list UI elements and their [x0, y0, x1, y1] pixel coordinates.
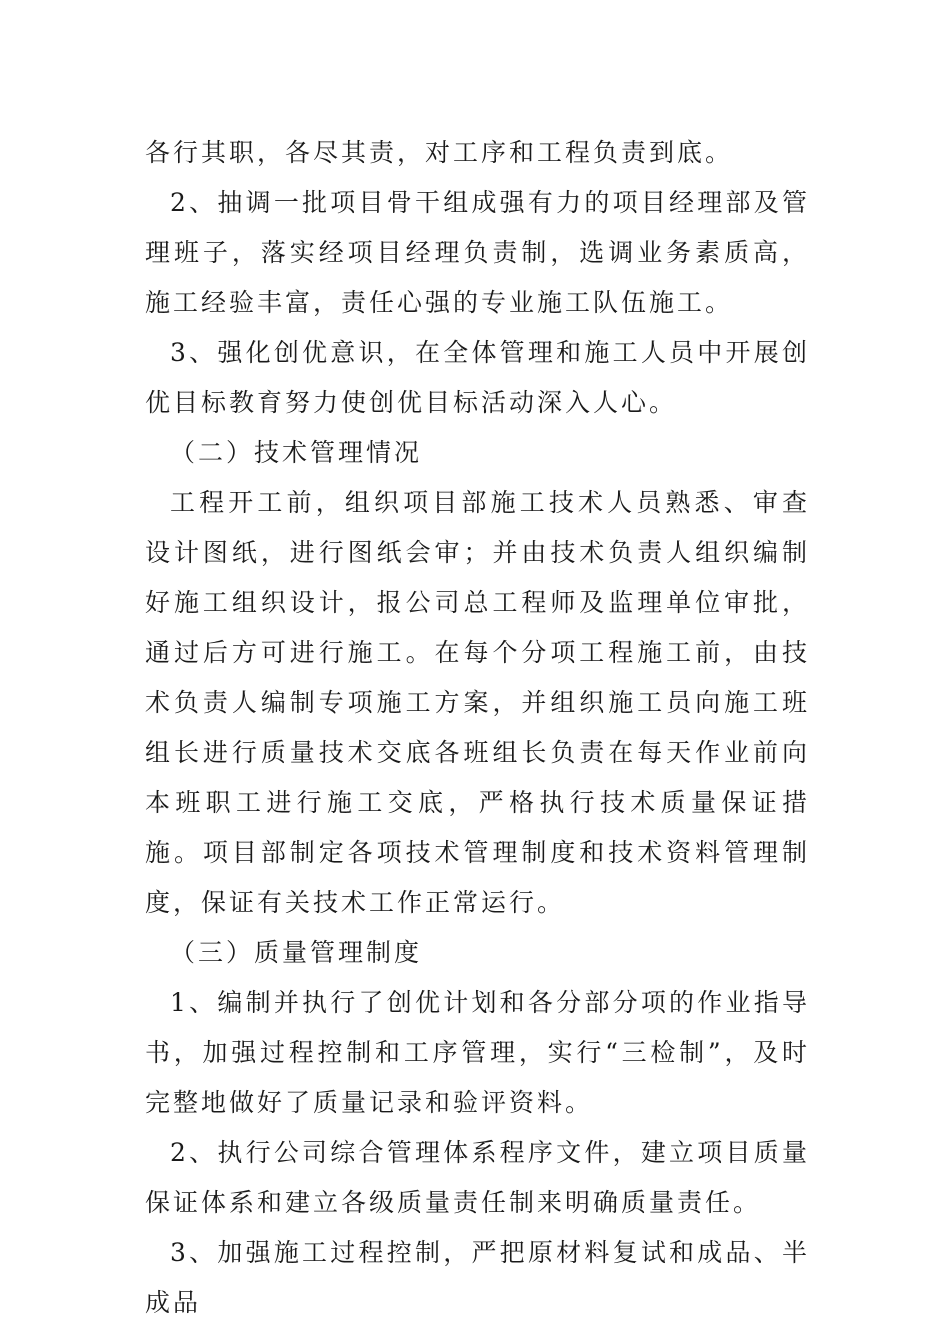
paragraph-continuation: 各行其职，各尽其责，对工序和工程负责到底。	[145, 138, 734, 167]
document-body	[145, 128, 810, 1328]
paragraph-quality-item-1: 1、编制并执行了创优计划和各分部分项的作业指导书，加强过程控制和工序管理，实行“三检制”，及时完整地做好了质量记录和验评资料。	[145, 988, 810, 1117]
paragraph-technical-management: 工程开工前，组织项目部施工技术人员熟悉、审查设计图纸，进行图纸会审；并由技术负责人组织编制好施工组织设计，报公司总工程师及监理单位审批，通过后方可进行施工。在每个分项工程施工前，由技术负责人编制专项施工方案，并组织施工员向施工班组长进行质量技术交底各班组长负责在每天作业前向本班职工进行施工交底，严格执行技术质量保证措施。项目部制定各项技术管理制度和技术资料管理制度，保证有关技术工作正常运行。	[145, 488, 810, 917]
section-heading-quality-management: （三）质量管理制度	[170, 938, 423, 967]
section-heading-technical-management: （二）技术管理情况	[170, 438, 423, 467]
paragraph-quality-item-3: 3、加强施工过程控制，严把原材料复试和成品、半成品	[145, 1238, 810, 1317]
paragraph-item-3-awareness: 3、强化创优意识，在全体管理和施工人员中开展创优目标教育努力使创优目标活动深入人心。	[145, 338, 810, 417]
paragraph-item-2-staffing: 2、抽调一批项目骨干组成强有力的项目经理部及管理班子，落实经项目经理负责制，选调业务素质高，施工经验丰富，责任心强的专业施工队伍施工。	[145, 188, 810, 317]
paragraph-quality-item-2: 2、执行公司综合管理体系程序文件，建立项目质量保证体系和建立各级质量责任制来明确质量责任。	[145, 1138, 810, 1217]
